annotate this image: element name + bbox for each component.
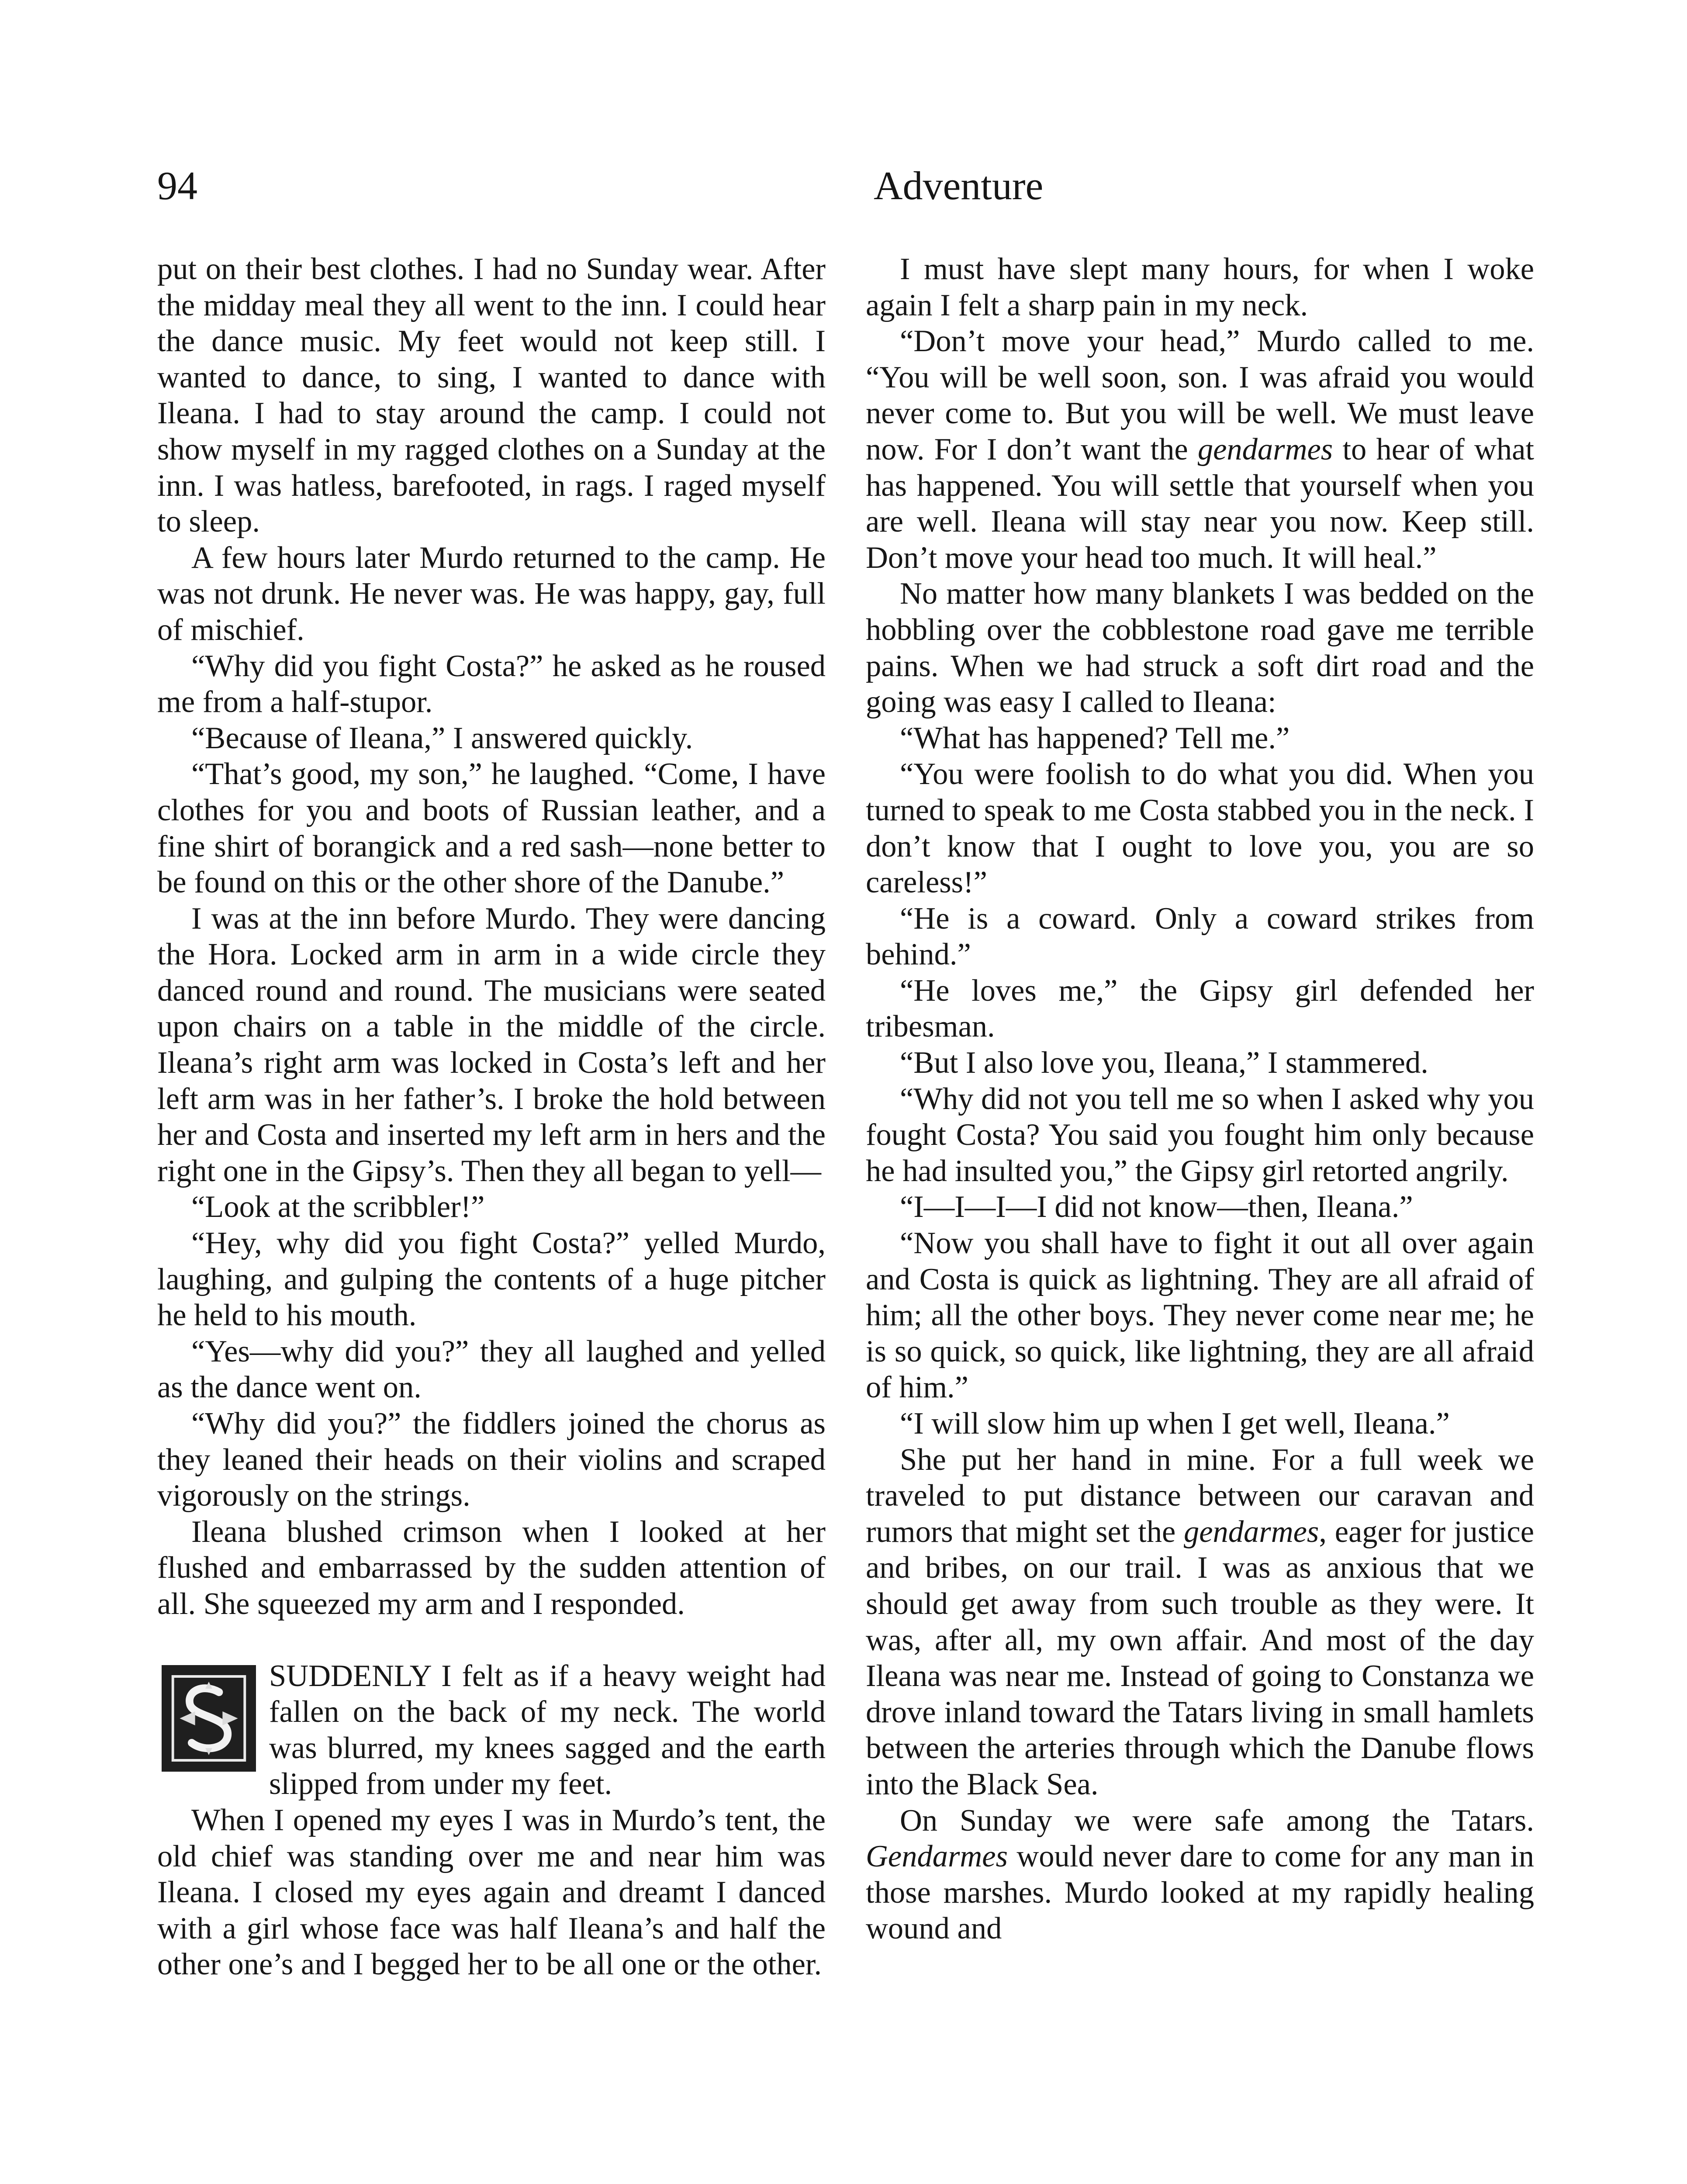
paragraph: A few hours later Murdo returned to the camp. He was not drunk. He never was. He was happy, gay, full of mischief. <box>157 540 826 647</box>
page-number: 94 <box>157 163 197 208</box>
italic-term: Gendarmes <box>866 1839 1008 1874</box>
text-run: would never dare to come for any man in those marshes. Murdo looked at my rapidly healing wound and <box>866 1839 1534 1946</box>
section-opening <box>157 1658 826 1802</box>
text-run: to hear of what has happened. You will settle that yourself when you are well. Ileana will stay near you now. Keep still. Don’t move your head too much. It will heal.” <box>866 432 1534 575</box>
paragraph: SUDDENLY I felt as if a heavy weight had fallen on the back of my neck. The world was blurred, my knees sagged and the earth slipped from under my feet. <box>269 1659 826 1801</box>
paragraph <box>866 1803 1534 1947</box>
paragraph: “What has happened? Tell me.” <box>900 721 1290 755</box>
paragraph: “He loves me,” the Gipsy girl defended her tribesman. <box>866 973 1534 1044</box>
right-column <box>866 251 1534 1947</box>
paragraph: I must have slept many hours, for when I woke again I felt a sharp pain in my neck. <box>866 252 1534 322</box>
text-run: “Don’t move your head,” Murdo called to me. “You will be well soon, son. I was afraid you would never come to. But you will be well. We must leave now. For I don’t want the <box>866 324 1534 467</box>
paragraph: “Look at the scribbler!” <box>191 1190 485 1224</box>
paragraph: “Hey, why did you fight Costa?” yelled Murdo, laughing, and gulping the contents of a huge pitcher he held to his mouth. <box>157 1226 826 1333</box>
left-column <box>157 251 826 1983</box>
paragraph: No matter how many blankets I was bedded on the hobbling over the cobblestone road gave me terrible pains. When we had struck a soft dirt road and the going was easy I called to Ileana: <box>866 577 1534 719</box>
paragraph: “I—I—I—I did not know—then, Ileana.” <box>900 1190 1413 1224</box>
paragraph: I was at the inn before Murdo. They were dancing the Hora. Locked arm in arm in a wide circle they danced round and round. The musicians were seated upon chairs on a table in the middle of the circle. Ileana’s right arm was locked in Costa’s left and her left arm was in her father’s. I broke the hold between her and Costa and inserted my left arm in hers and the right one in the Gipsy’s. Then they all began to yell— <box>157 901 826 1188</box>
running-head: Adventure <box>874 163 1044 208</box>
paragraph: “He is a coward. Only a coward strikes from behind.” <box>866 901 1534 972</box>
paragraph: “Yes—why did you?” they all laughed and yelled as the dance went on. <box>157 1334 826 1405</box>
paragraph: “I will slow him up when I get well, Ileana.” <box>900 1406 1450 1441</box>
text-run: On Sunday we were safe among the Tatars. <box>900 1803 1534 1838</box>
ornamental-initial-icon <box>162 1665 256 1772</box>
paragraph: Ileana blushed crimson when I looked at her flushed and embarrassed by the sudden attention of all. She squeezed my arm and I responded. <box>157 1514 826 1621</box>
paragraph: “Why did you fight Costa?” he asked as he roused me from a half-stupor. <box>157 649 826 719</box>
italic-term: gendarmes <box>1184 1514 1319 1549</box>
italic-term: gendarmes <box>1197 432 1333 467</box>
paragraph <box>866 1442 1534 1803</box>
paragraph: “That’s good, my son,” he laughed. “Come, I have clothes for you and boots of Russian leather, and a fine shirt of borangick and a red sash—none better to be found on this or the other shore of the Danube.” <box>157 757 826 900</box>
text-run: , eager for justice and bribes, on our trail. I was as anxious that we should get away from such trouble as they were. It was, after all, my own affair. And most of the day Ileana was near me. Instead of going to Constanza we drove inland toward the Tatars living in small hamlets between the arteries through which the Danube flows into the Black Sea. <box>866 1514 1534 1801</box>
paragraph: “Now you shall have to fight it out all over again and Costa is quick as lightning. They are all afraid of him; all the other boys. They never come near me; he is so quick, so quick, like lightning, they are all afraid of him.” <box>866 1226 1534 1405</box>
paragraph: “Because of Ileana,” I answered quickly. <box>191 721 693 755</box>
text-run: She put her hand in mine. For a full week we traveled to put distance between our caravan and rumors that might set the <box>866 1442 1534 1549</box>
paragraph: “You were foolish to do what you did. When you turned to speak to me Costa stabbed you in the neck. I don’t know that I ought to love you, you are so careless!” <box>866 757 1534 900</box>
page-header <box>157 155 1538 216</box>
paragraph: “But I also love you, Ileana,” I stammered. <box>900 1046 1428 1080</box>
paragraph <box>866 323 1534 576</box>
paragraph: “Why did you?” the fiddlers joined the chorus as they leaned their heads on their violins and scraped vigorously on the strings. <box>157 1406 826 1513</box>
paragraph: put on their best clothes. I had no Sunday wear. After the midday meal they all went to the inn. I could hear the dance music. My feet would not keep still. I wanted to dance, to sing, I wanted to dance with Ileana. I had to stay around the camp. I could not show myself in my ragged clothes on a Sunday at the inn. I was hatless, barefooted, in rags. I raged myself to sleep. <box>157 252 826 539</box>
paragraph: “Why did not you tell me so when I asked why you fought Costa? You said you fought him only because he had insulted you,” the Gipsy girl retorted angrily. <box>866 1082 1534 1188</box>
paragraph: When I opened my eyes I was in Murdo’s tent, the old chief was standing over me and near him was Ileana. I closed my eyes again and dreamt I danced with a girl whose face was half Ileana’s and half the other one’s and I begged her to be all one or the other. <box>157 1803 826 1982</box>
